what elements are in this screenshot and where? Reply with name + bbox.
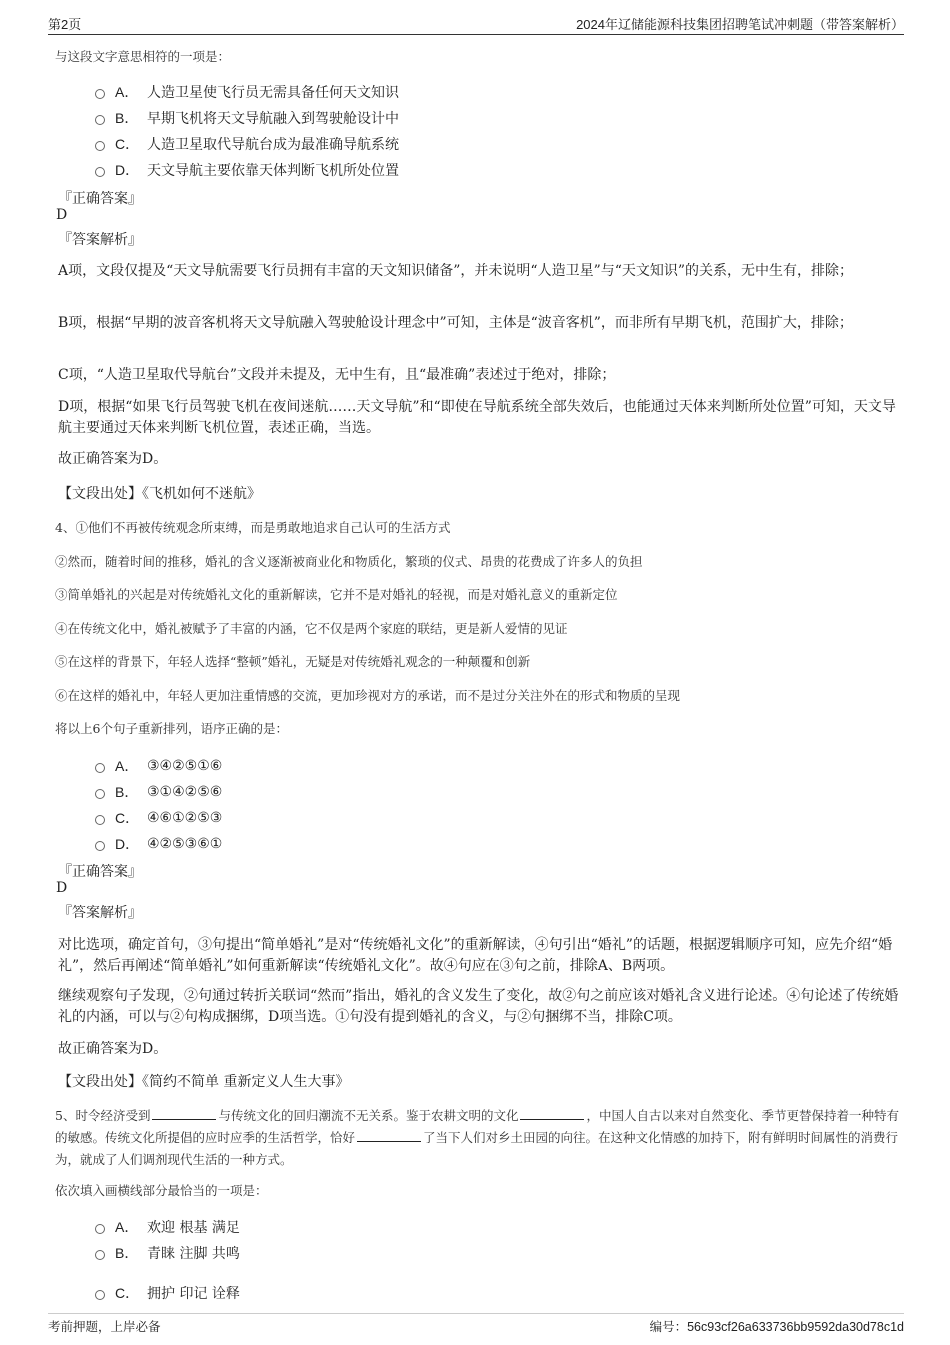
q3-option-c[interactable]: C． 人造卫星取代导航台成为最准确导航系统 [95,134,399,154]
q5-prompt: 依次填入画横线部分最恰当的一项是： [55,1183,268,1198]
radio-icon[interactable] [95,1224,105,1234]
page-number: 第2页 [48,17,82,32]
blank-2 [520,1107,584,1120]
q3-analysis-c: C项，“人造卫星取代导航台”文段并未提及，无中生有，且“最准确”表述过于绝对，排除； [58,367,616,383]
q4-analysis-2: 继续观察句子发现，②句通过转折关联词“然而”指出，婚礼的含义发生了变化，故②句之前应该对婚礼含义进行论述。④句论述了传统婚礼的内涵，可以与②句构成捆绑，D项当选。①句没有提到婚礼的含义，与②句捆绑不当，排除C项。 [58,988,899,1025]
q4-conclusion: 故正确答案为D。 [58,1041,168,1057]
q4-answer-label: 『正确答案』 [58,864,142,880]
q4-source: 【文段出处】《简约不简单 重新定义人生大事》 [58,1074,350,1090]
q4-option-a[interactable]: A． ③④②⑤①⑥ [95,756,222,776]
page-footer [48,1313,904,1339]
q4-option-c[interactable]: C． ④⑥①②⑤③ [95,808,222,828]
q3-answer-label: 『正确答案』 [58,191,142,207]
radio-icon[interactable] [95,789,105,799]
q5-option-a[interactable]: A． 欢迎 根基 满足 [95,1217,240,1237]
q4-sentence-1: 4、①他们不再被传统观念所束缚，而是勇敢地追求自己认可的生活方式 [55,520,451,535]
q4-sentence-3: ③简单婚礼的兴起是对传统婚礼文化的重新解读，它并不是对婚礼的轻视，而是对婚礼意义的重新定位 [55,587,618,602]
q4-prompt: 将以上6个句子重新排列，语序正确的是： [55,721,288,736]
radio-icon[interactable] [95,815,105,825]
q4-sentence-4: ④在传统文化中，婚礼被赋予了丰富的内涵，它不仅是两个家庭的联结，更是新人爱情的见证 [55,621,568,636]
radio-icon[interactable] [95,763,105,773]
q4-sentence-2: ②然而，随着时间的推移，婚礼的含义逐渐被商业化和物质化，繁琐的仪式、昂贵的花费成了许多人的负担 [55,554,643,569]
blank-3 [357,1129,421,1142]
radio-icon[interactable] [95,1290,105,1300]
radio-icon[interactable] [95,141,105,151]
q4-option-d[interactable]: D． ④②⑤③⑥① [95,834,222,854]
radio-icon[interactable] [95,89,105,99]
radio-icon[interactable] [95,167,105,177]
page-header [48,14,904,35]
footer-slogan: 考前押题，上岸必备 [48,1319,161,1334]
q4-analysis-label: 『答案解析』 [58,905,142,921]
q5-stem: 5、时令经济受到 与传统文化的回归潮流不无关系。鉴于农耕文明的文化 ，中国人自古以来对自然变化、季节更替保持着一种特有的敏感。传统文化所提倡的应时应季的生活哲学，恰好 了当下人们对乡土田园的向往。在这种文化情感的加持下，附有鲜明时间属性的消费行为，就成了人们调剂现代生活的一种方式。 [55,1108,899,1167]
q3-analysis-a: A项，文段仅提及“天文导航需要飞行员拥有丰富的天文知识储备”，并未说明“人造卫星”与“天文知识”的关系，无中生有，排除； [58,263,854,279]
q3-option-b[interactable]: B． 早期飞机将天文导航融入到驾驶舱设计中 [95,108,399,128]
q5-option-c[interactable]: C． 拥护 印记 诠释 [95,1283,240,1303]
q3-stem: 与这段文字意思相符的一项是： [55,49,231,64]
radio-icon[interactable] [95,841,105,851]
q4-sentence-5: ⑤在这样的背景下，年轻人选择“整顿”婚礼，无疑是对传统婚礼观念的一种颠覆和创新 [55,654,531,669]
q4-answer: D [56,880,68,896]
q3-option-a[interactable]: A． 人造卫星使飞行员无需具备任何天文知识 [95,82,399,102]
radio-icon[interactable] [95,1250,105,1260]
blank-1 [152,1107,216,1120]
q4-option-b[interactable]: B． ③①④②⑤⑥ [95,782,222,802]
q3-analysis-d: D项，根据“如果飞行员驾驶飞机在夜间迷航……天文导航”和“即使在导航系统全部失效后，也能通过天体来判断所处位置”可知，天文导航主要通过天体来判断飞机位置，表述正确，当选。 [58,399,896,436]
q3-option-d[interactable]: D． 天文导航主要依靠天体判断飞机所处位置 [95,160,399,180]
q3-analysis-label: 『答案解析』 [58,232,142,248]
q3-analysis-b: B项，根据“早期的波音客机将天文导航融入驾驶舱设计理念中”可知，主体是“波音客机”，而非所有早期飞机，范围扩大，排除； [58,315,853,331]
q3-source: 【文段出处】《飞机如何不迷航》 [58,486,261,502]
document-id: 编号：56c93cf26a633736bb9592da30d78c1d [649,1320,904,1334]
radio-icon[interactable] [95,115,105,125]
q3-conclusion: 故正确答案为D。 [58,451,168,467]
q3-answer: D [56,207,68,223]
q4-analysis-1: 对比选项，确定首句，③句提出“简单婚礼”是对“传统婚礼文化”的重新解读，④句引出“婚礼”的话题，根据逻辑顺序可知，应先介绍“婚礼”，然后再阐述“简单婚礼”如何重新解读“传统婚礼文化”。故④句应在③句之前，排除A、B两项。 [58,937,893,974]
document-title: 2024年辽储能源科技集团招聘笔试冲刺题（带答案解析） [576,17,904,32]
q4-sentence-6: ⑥在这样的婚礼中，年轻人更加注重情感的交流，更加珍视对方的承诺，而不是过分关注外在的形式和物质的呈现 [55,688,681,703]
q5-option-b[interactable]: B． 青睐 注脚 共鸣 [95,1243,240,1263]
